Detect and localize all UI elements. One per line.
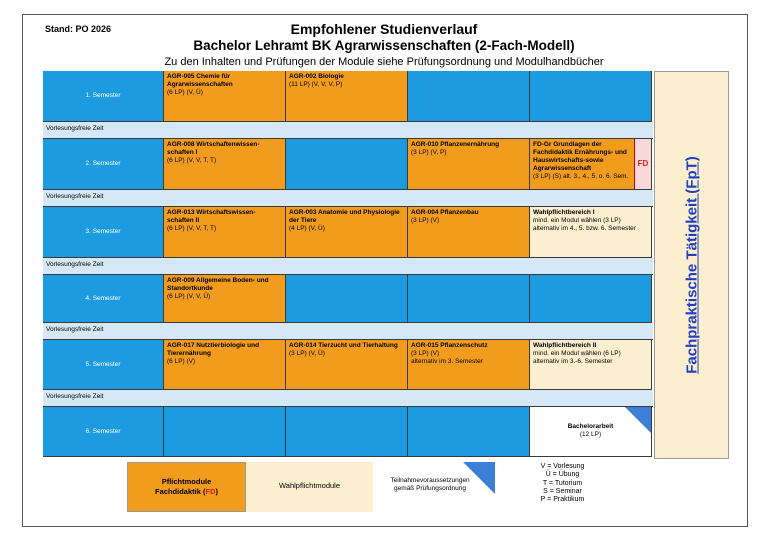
free-period-label: Vorlesungsfreie Zeit bbox=[46, 261, 104, 268]
module-detail: (6 LP) (V, Ü) bbox=[167, 89, 203, 96]
module-title: AGR-017 Nutztierbiologie und Tierernährung bbox=[167, 342, 260, 357]
free-period-row bbox=[43, 323, 653, 340]
module-detail: (3 LP) (V, P) bbox=[411, 149, 447, 156]
fpt-label: Fachpraktische Tätigkeit (FpT) bbox=[683, 156, 700, 374]
semester-row-5 bbox=[43, 340, 653, 390]
empty-cell bbox=[408, 275, 530, 323]
semester-row-1 bbox=[43, 71, 653, 122]
module-detail: mind. ein Modul wählen (6 LP) bbox=[533, 350, 621, 357]
module-cell-fd bbox=[530, 139, 652, 190]
free-period-label: Vorlesungsfreie Zeit bbox=[46, 193, 104, 200]
module-title: Bachelorarbeit bbox=[567, 423, 614, 430]
semester-label: 6. Semester bbox=[43, 407, 164, 457]
legend-fachdidaktik-close: ) bbox=[215, 487, 218, 496]
module-detail-alt: alternativ im 3.-6. Semester bbox=[533, 358, 613, 365]
empty-cell bbox=[408, 407, 530, 457]
legend-abbr-item: S = Seminar bbox=[543, 487, 582, 495]
thesis-cell bbox=[530, 407, 652, 457]
legend-wahlpflicht bbox=[246, 462, 373, 512]
semester-row-2 bbox=[43, 139, 653, 190]
module-detail: (6 LP) (V) bbox=[167, 358, 196, 365]
module-title: AGR-005 Chemie für Agrarwissenschaften bbox=[167, 73, 233, 88]
module-title: FD-Gr Grundlagen der Fachdidaktik Ernährungs- und Hauswirtschafts-sowie Agrarwissenschaft bbox=[533, 141, 627, 172]
legend-prerequisite-label: Teilnahmevoraussetzungen gemäß Prüfungsordnung bbox=[390, 477, 470, 492]
legend-pflicht bbox=[127, 462, 246, 512]
module-detail: (3 LP) (V) bbox=[411, 350, 440, 357]
semester-label: 4. Semester bbox=[43, 275, 164, 323]
module-title: AGR-014 Tierzucht und Tierhaltung bbox=[289, 342, 398, 349]
module-title: AGR-015 Pflanzenschutz bbox=[411, 342, 488, 349]
module-detail: (3 LP) (S) alt. 3., 4., 5. o. 6. Sem. bbox=[533, 173, 629, 180]
module-cell bbox=[164, 71, 286, 122]
legend-abbr-item: V = Vorlesung bbox=[540, 463, 585, 470]
module-title: AGR-002 Biologie bbox=[289, 73, 344, 80]
module-cell bbox=[164, 207, 286, 258]
semester-label: 5. Semester bbox=[43, 340, 164, 390]
module-cell bbox=[286, 340, 408, 390]
module-detail: mind. ein Modul wählen (3 LP) bbox=[533, 217, 621, 224]
semester-label: 2. Semester bbox=[43, 139, 164, 190]
module-title: Wahlpflichtbereich II bbox=[533, 342, 597, 349]
module-title: AGR-009 Allgemeine Boden- und Standortkunde bbox=[167, 277, 269, 292]
legend-wahlpflicht-label: Wahlpflichtmodule bbox=[279, 481, 340, 490]
module-detail-alt: alternativ im 4., 5. bzw. 6. Semester bbox=[533, 225, 636, 232]
module-title: Wahlpflichtbereich I bbox=[533, 209, 595, 216]
prerequisite-marker bbox=[625, 407, 651, 433]
module-cell bbox=[408, 207, 530, 258]
module-detail: (12 LP) bbox=[579, 431, 602, 438]
legend-fachdidaktik-label: Fachdidaktik ( bbox=[155, 487, 206, 496]
legend-prerequisite bbox=[377, 462, 495, 512]
free-period-label: Vorlesungsfreie Zeit bbox=[46, 326, 104, 333]
free-period-row bbox=[43, 258, 653, 275]
legend-abbreviations bbox=[520, 463, 605, 504]
empty-cell bbox=[530, 71, 652, 122]
module-detail: (11 LP) (V, V, V, P) bbox=[289, 81, 343, 88]
semester-label: 1. Semester bbox=[43, 71, 164, 122]
legend-pflicht-label: Pflichtmodule bbox=[161, 477, 212, 486]
module-cell bbox=[286, 207, 408, 258]
empty-cell bbox=[408, 71, 530, 122]
empty-cell bbox=[286, 275, 408, 323]
module-cell bbox=[286, 71, 408, 122]
module-detail-alt: alternativ im 3. Semester bbox=[411, 358, 483, 365]
free-period-label: Vorlesungsfreie Zeit bbox=[46, 125, 104, 132]
stand-label: Stand: PO 2026 bbox=[45, 24, 112, 34]
page-subtitle: Bachelor Lehramt BK Agrarwissenschaften (2-Fach-Modell) bbox=[193, 38, 575, 53]
elective-cell bbox=[530, 207, 652, 258]
semester-label: 3. Semester bbox=[43, 207, 164, 258]
free-period-row bbox=[43, 190, 653, 207]
empty-cell bbox=[286, 139, 408, 190]
free-period-row bbox=[43, 390, 653, 407]
legend-abbr-item: P = Praktikum bbox=[540, 496, 585, 504]
module-title: AGR-008 Wirtschaftenwissen-schaften I bbox=[167, 141, 260, 156]
module-cell bbox=[408, 340, 530, 390]
legend-abbr-item: T = Tutorium bbox=[542, 479, 583, 487]
module-detail: (3 LP) (V) bbox=[411, 217, 440, 224]
module-cell bbox=[164, 340, 286, 390]
module-title: AGR-004 Pflanzenbau bbox=[411, 209, 479, 216]
module-detail: (6 LP) (V, V, T, T) bbox=[167, 225, 217, 232]
empty-cell bbox=[286, 407, 408, 457]
module-cell bbox=[164, 275, 286, 323]
module-cell bbox=[408, 139, 530, 190]
empty-cell bbox=[530, 275, 652, 323]
module-detail: (6 LP) (V, V, Ü) bbox=[167, 293, 211, 300]
fpt-column bbox=[654, 71, 729, 459]
module-title: AGR-013 Wirtschaftswissen-schaften II bbox=[167, 209, 256, 224]
semester-row-4 bbox=[43, 275, 653, 323]
module-detail: (4 LP) (V, Ü) bbox=[289, 225, 325, 232]
module-detail: (6 LP) (V, V, T, T) bbox=[167, 157, 217, 164]
page-note: Zu den Inhalten und Prüfungen der Module siehe Prüfungsordnung und Modulhandbücher bbox=[164, 56, 604, 68]
module-title: AGR-003 Anatomie und Physiologie der Tiere bbox=[289, 209, 400, 224]
semester-row-3 bbox=[43, 207, 653, 258]
empty-cell bbox=[164, 407, 286, 457]
elective-cell bbox=[530, 340, 652, 390]
module-title: AGR-010 Pflanzenernährung bbox=[411, 141, 500, 148]
semester-row-6 bbox=[43, 407, 653, 457]
fd-badge: FD bbox=[634, 139, 651, 189]
legend-fd-abbr: FD bbox=[205, 487, 216, 496]
page-title: Empfohlener Studienverlauf bbox=[290, 21, 478, 37]
free-period-label: Vorlesungsfreie Zeit bbox=[46, 393, 104, 400]
free-period-row bbox=[43, 122, 653, 139]
module-detail: (3 LP) (V, Ü) bbox=[289, 350, 325, 357]
module-cell bbox=[164, 139, 286, 190]
legend-abbr-item: Ü = Übung bbox=[545, 471, 580, 479]
